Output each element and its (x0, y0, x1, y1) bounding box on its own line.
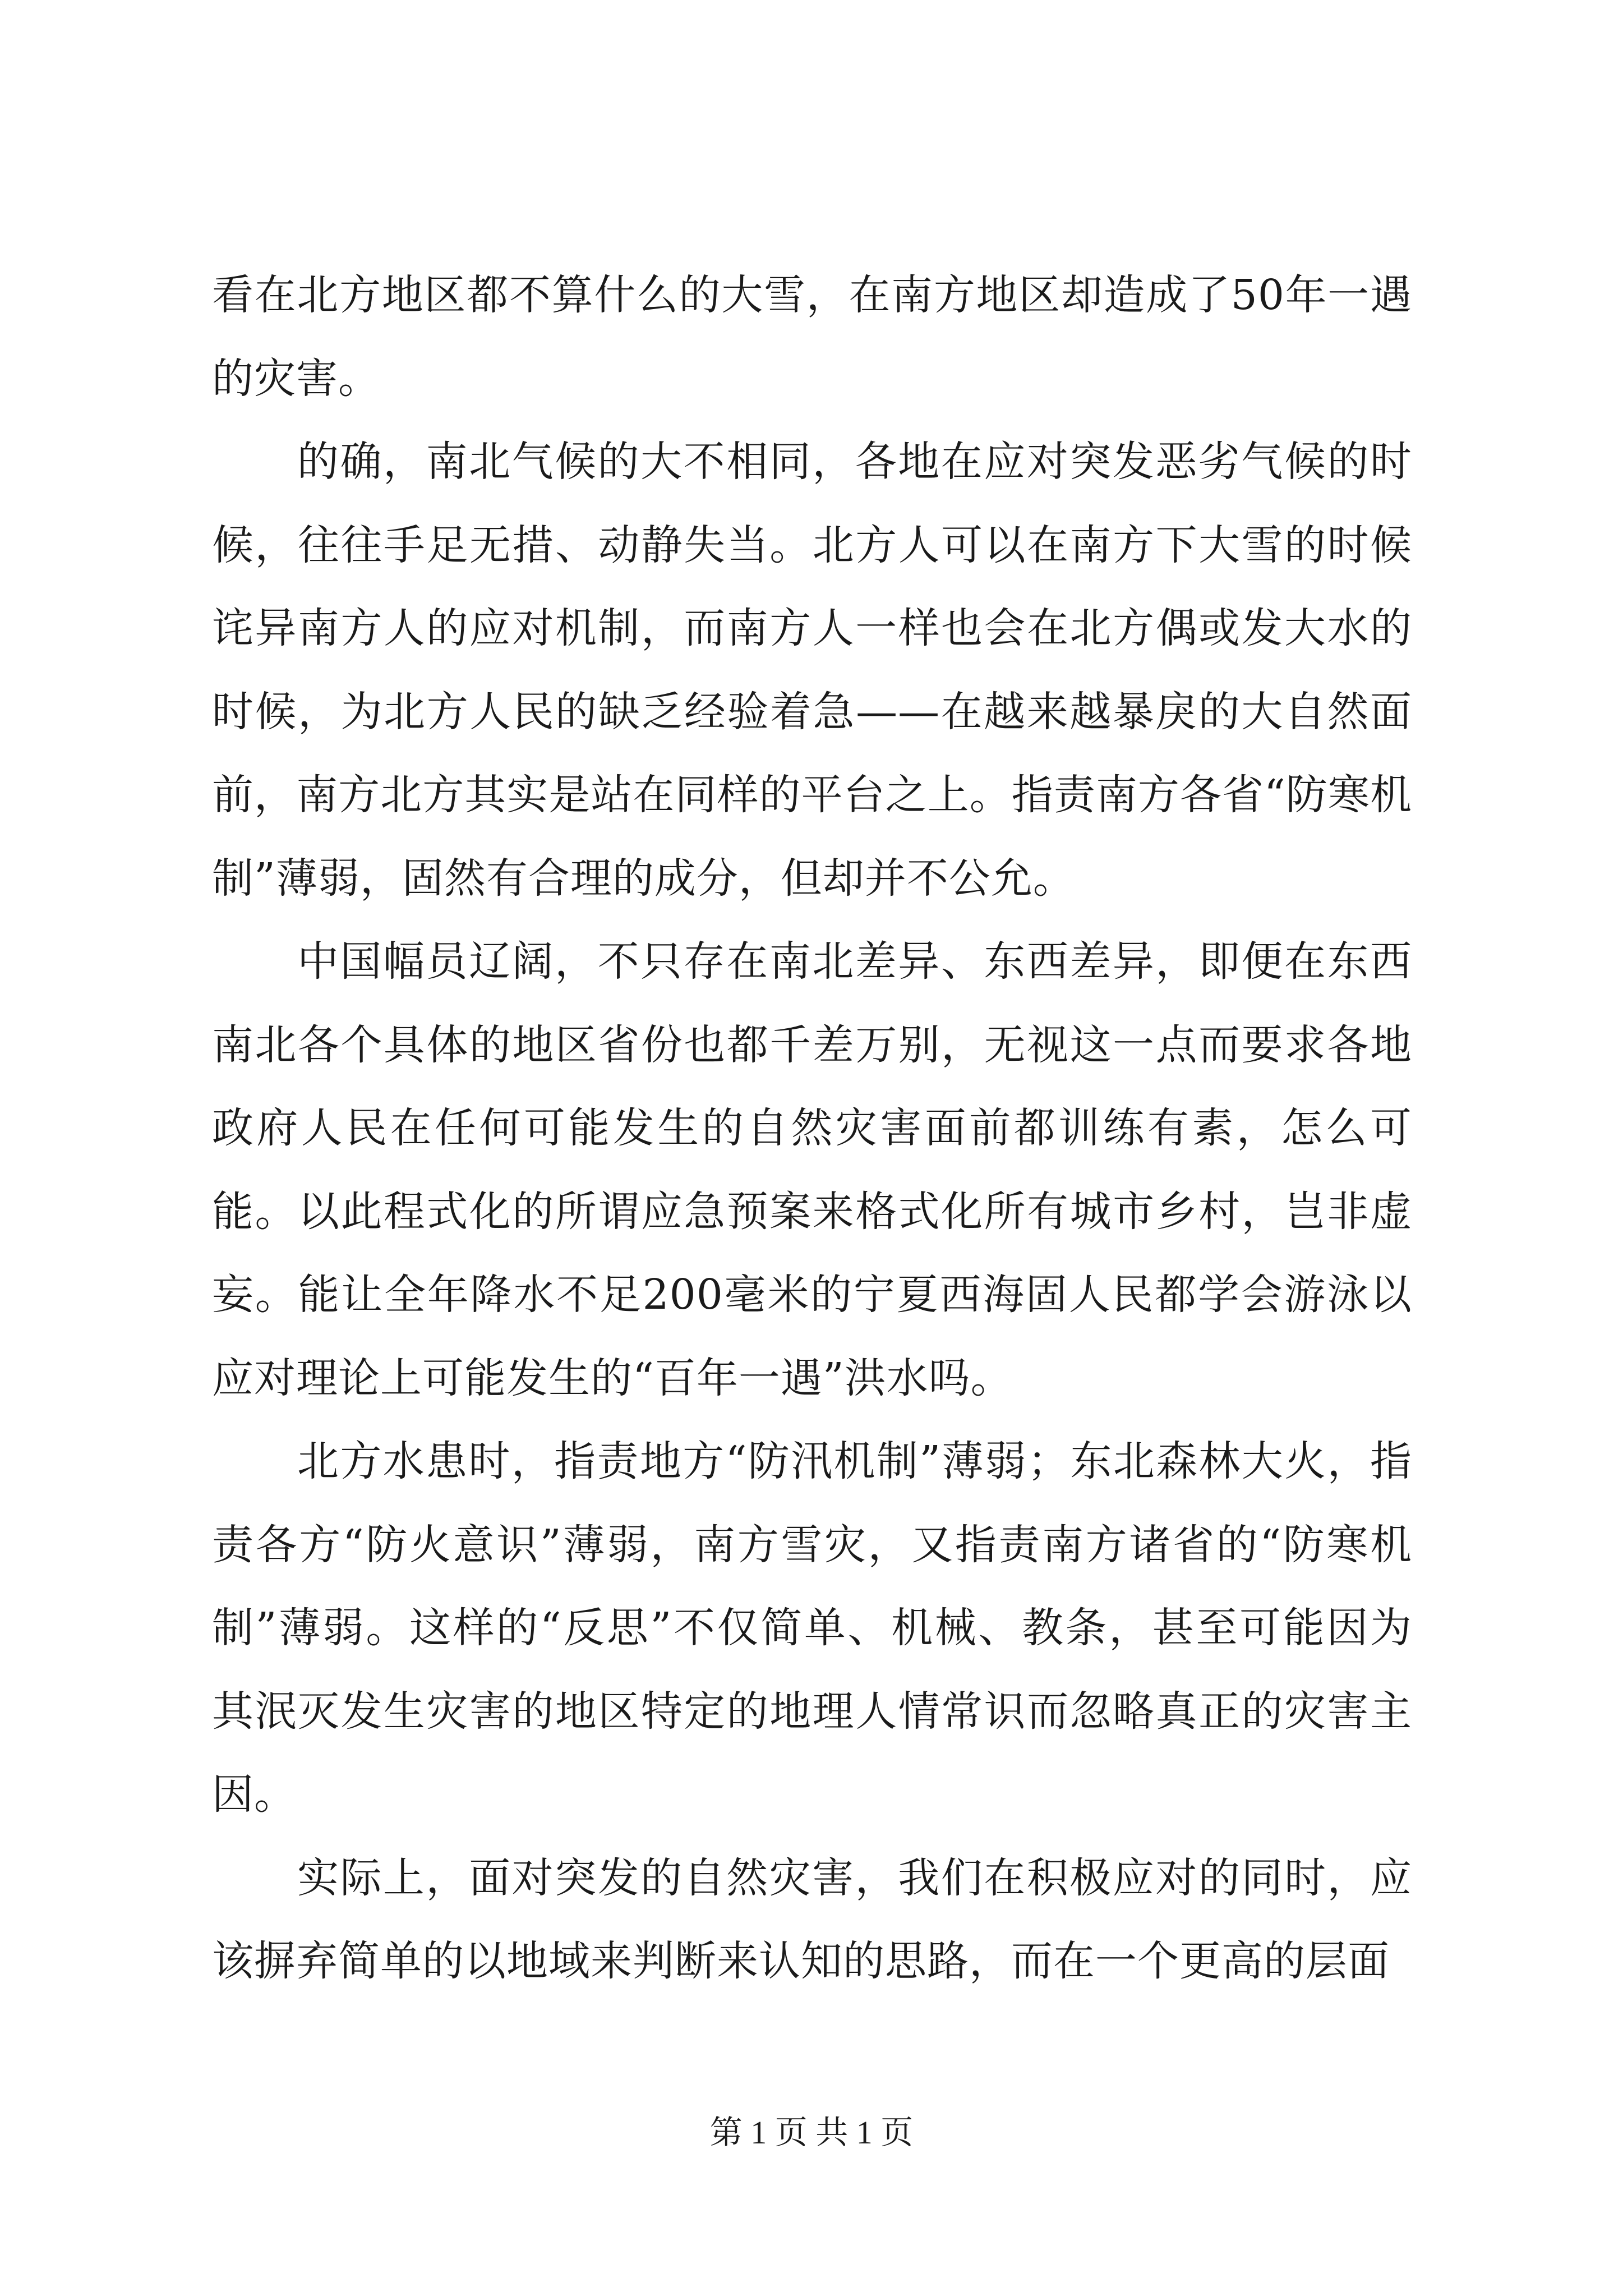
paragraph-1: 看在北方地区都不算什么的大雪，在南方地区却造成了50年一遇的灾害。 (212, 271, 1412, 403)
paragraph-2: 的确，南北气候的大不相同，各地在应对突发恶劣气候的时候，往往手足无措、动静失当。北方人可以在南方下大雪的时候诧异南方人的应对机制，而南方人一样也会在北方偶或发大水的时候，为北方人民的缺乏经验着急——在越来越暴戾的大自然面前，南方北方其实是站在同样的平台之上。指责南方各省“防寒机制”薄弱，固然有合理的成分，但却并不公允。 (212, 438, 1412, 903)
paragraph-4: 北方水患时，指责地方“防汛机制”薄弱；东北森林大火，指责各方“防火意识”薄弱，南方雪灾，又指责南方诸省的“防寒机制”薄弱。这样的“反思”不仅简单、机械、教条，甚至可能因为其泯灭发生灾害的地区特定的地理人情常识而忽略真正的灾害主因。 (212, 1437, 1412, 1819)
page-footer: 第 1 页 共 1 页 (709, 2114, 914, 2151)
paragraph-3: 中国幅员辽阔，不只存在南北差异、东西差异，即便在东西南北各个具体的地区省份也都千差万别，无视这一点而要求各地政府人民在任何可能发生的自然灾害面前都训练有素，怎么可能。以此程式化的所谓应急预案来格式化所有城市乡村，岂非虚妄。能让全年降水不足200毫米的宁夏西海固人民都学会游泳以应对理论上可能发生的“百年一遇”洪水吗。 (212, 937, 1412, 1402)
document-body (212, 254, 1412, 2003)
paragraph-5: 实际上，面对突发的自然灾害，我们在积极应对的同时，应该摒弃简单的以地域来判断来认知的思路，而在一个更高的层面 (212, 1853, 1412, 1985)
